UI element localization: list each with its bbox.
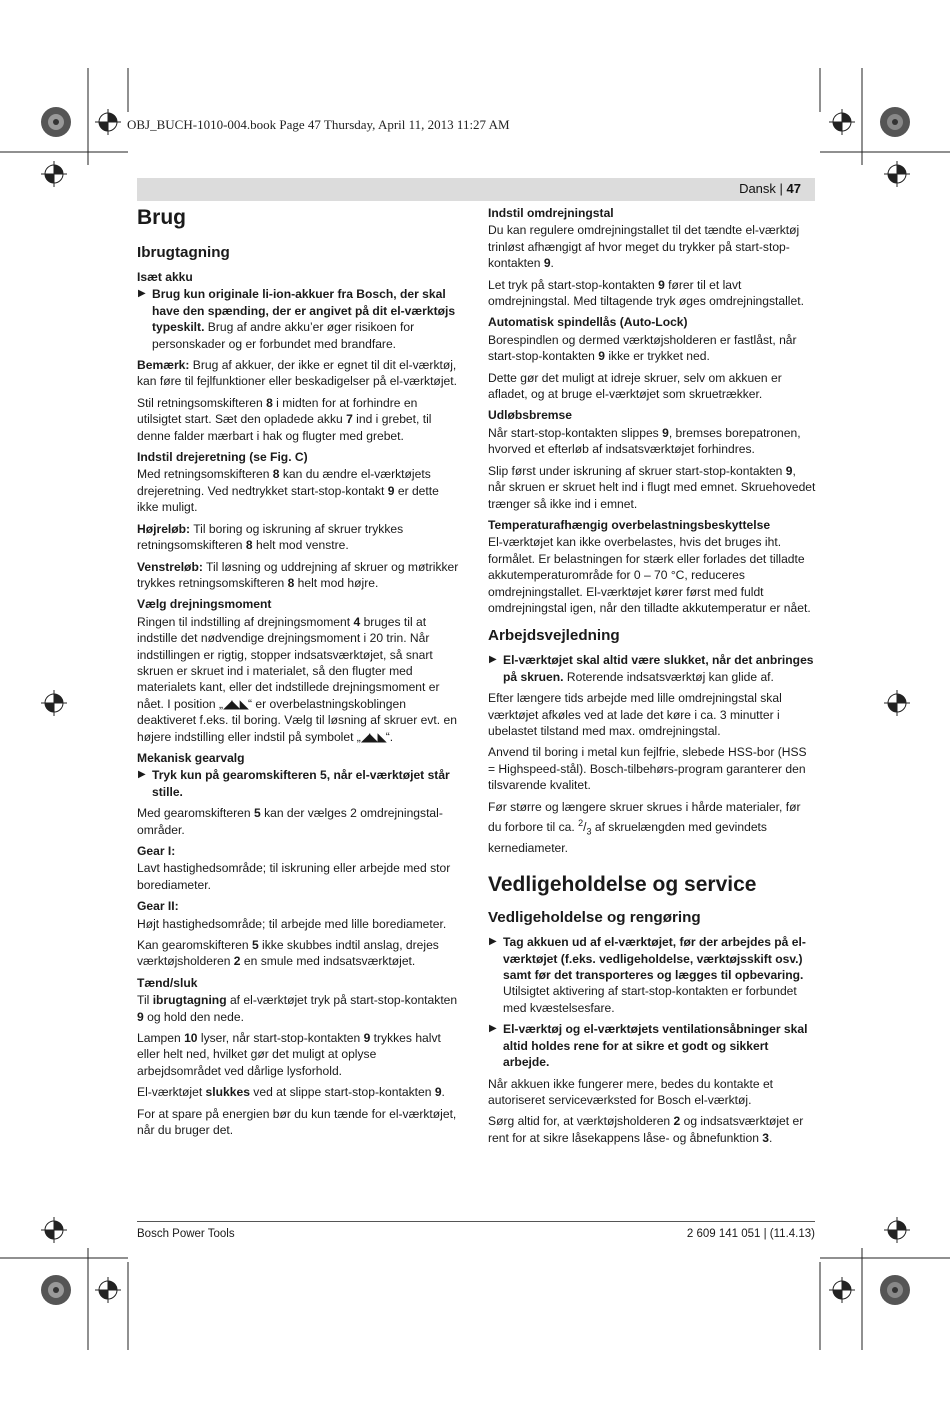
bullet-gearomskifter: ▶ Tryk kun på gearomskifteren 5, når el-værktøjet står stille. bbox=[138, 768, 450, 799]
footer-brand: Bosch Power Tools bbox=[137, 1228, 235, 1240]
paragraph-naar: Når akkuen ikke fungerer mere, bedes du kontakte et autoriseret serviceværksted for Bosch el-værktøj. bbox=[488, 1076, 774, 1107]
paragraph-spare: For at spare på energien bør du kun tænde for el-værktøjet, når du bruger det. bbox=[137, 1106, 457, 1138]
heading-temperatur: Temperaturafhængig overbelastningsbeskyttelse bbox=[488, 517, 771, 532]
heading-drejeretning: Indstil drejeretning (se Fig. C) bbox=[137, 450, 308, 465]
section-title-vedligeholdelse: Vedligeholdelse og service bbox=[488, 873, 757, 897]
print-slug-line: OBJ_BUCH-1010-004.book Page 47 Thursday, April 11, 2013 11:27 AM bbox=[127, 117, 510, 132]
heading-gear-1: Gear I: bbox=[137, 844, 176, 858]
heading-isaet-akku: Isæt akku bbox=[137, 270, 193, 284]
paragraph-omdrejningstal: Du kan regulere omdrejningstallet til det tændte el-værktøj trinløst afhængigt af hvor meget du trykker på start-stop-kontakten 9. bbox=[488, 223, 800, 271]
paragraph-udloebsbremse: Når start-stop-kontakten slippes 9, bremses borepatronen, hvorved et efterløb af indsatsværktøjet forhindres. bbox=[488, 425, 801, 457]
paragraph-gear-2: Højt hastighedsområde; til arbejde med lille borediameter. bbox=[137, 916, 447, 931]
right-column bbox=[488, 205, 816, 1151]
paragraph-lampen: Lampen 10 lyser, når start-stop-kontakten 9 trykkes halvt eller helt ned, hvilket gør det muligt at oplyse arbejdsområdet ved dårlige lysforhold. bbox=[137, 1031, 441, 1078]
paragraph-anvend: Anvend til boring i metal kun fejlfrie, slebede HSS-bor (HSS = Highspeed-stål). Bosch-tilbehørs-program garanterer den tilsvarende kvalitet. bbox=[488, 745, 807, 793]
paragraph-dette: Dette gør det muligt at idreje skruer, selv om akkuen er afladet, og at bruge el-værktøjet som skruetrækker. bbox=[488, 370, 782, 402]
paragraph-gearomskifter: Med gearomskifteren 5 kan der vælges 2 omdrejningstal-områder. bbox=[137, 806, 443, 837]
header-language: Dansk bbox=[739, 181, 776, 196]
section-title-brug: Brug bbox=[137, 206, 186, 229]
heading-auto-lock: Automatisk spindellås (Auto-Lock) bbox=[488, 315, 688, 330]
heading-ibrugtagning: Ibrugtagning bbox=[137, 244, 230, 261]
footer-doc-number: 2 609 141 051 | (11.4.13) bbox=[686, 1228, 815, 1240]
bullet-arrow-icon: ▶ bbox=[138, 288, 146, 300]
header-bar bbox=[137, 178, 815, 201]
page-number: 47 bbox=[786, 181, 801, 196]
paragraph-hoejreloeb: Højreløb: Til boring og iskruning af skruer trykkes retningsomskifteren 8 helt mod venstre. bbox=[137, 521, 404, 553]
paragraph-sorg: Sørg altid for, at værktøjsholderen 2 og indsatsværktøjet er rent for at sikre låsekappens låse- og åbnefunktion 3. bbox=[488, 1114, 804, 1145]
bullet-bold: Brug kun originale li-ion-akkuer fra Bosch, der skal have den spænding, der er angivet på dit el-værktøjs typeskilt. bbox=[152, 287, 456, 335]
heading-drejningsmoment: Vælg drejningsmoment bbox=[137, 597, 272, 612]
bullet-tag-akkuen: ▶ Tag akkuen ud af el-værktøjet, før der arbejdes på el-værktøjet (f.eks. vedligeholdelse, værktøjsskift osv.) samt før det transporteres og lægges til opbevaring. Utilsigtet aktivering af start-stop-kontakten er forbundet med kvæstelsesfare. bbox=[489, 935, 806, 1015]
page-header-label bbox=[739, 181, 801, 196]
paragraph-efter: Efter længere tids arbejde med lille omdrejningstal skal værktøjet afkøles ved at lade det køre i ca. 3 minutter i ubelastet tilstand med max. omdrejningstal. bbox=[488, 691, 782, 738]
paragraph-taend: Til ibrugtagning af el-værktøjet tryk på start-stop-kontakten 9 og hold den nede. bbox=[137, 993, 458, 1024]
paragraph-let-tryk: Let tryk på start-stop-kontakten 9 fører til et lavt omdrejningstal. Med tiltagende tryk øges omdrejningstallet. bbox=[488, 277, 804, 309]
label-bemaerk: Bemærk: bbox=[137, 358, 190, 373]
paragraph-kan: Kan gearomskifteren 5 ikke skubbes indtil anslag, drejes værktøjsholderen 2 en smule med indsatsværktøjet. bbox=[137, 938, 439, 969]
heading-rengoering: Vedligeholdelse og rengøring bbox=[488, 909, 701, 927]
paragraph-slukkes: El-værktøjet slukkes ved at slippe start-stop-kontakten 9. bbox=[137, 1085, 445, 1100]
paragraph-temperatur: El-værktøjet kan ikke overbelastes, hvis det bruges iht. formålet. Er belastningen for stærk eller forlades det tilladte akkutemperaturområde for 0 – 70 °C, reduceres omdrejningstallet. El-værktøjet kører først med fuldt omdrejningstal igen, når den tilladte akkutemperatur er nået. bbox=[488, 535, 811, 615]
drill-symbol-icon: ◢◣◣ bbox=[223, 696, 248, 711]
paragraph-venstreloeb: Venstreløb: Til løsning og uddrejning af skruer og møtrikker trykkes retningsomskifteren 8 helt mod højre. bbox=[137, 559, 459, 590]
left-column bbox=[137, 205, 463, 1144]
paragraph-bemaerk bbox=[137, 357, 463, 390]
paragraph-auto-lock: Borespindlen og dermed værktøjsholderen er fastlåst, når start-stop-kontakten 9 ikke er trykket ned. bbox=[488, 332, 797, 364]
heading-taend-sluk: Tænd/sluk bbox=[137, 975, 198, 990]
paragraph-gear-1: Lavt hastighedsområde; til iskruning eller arbejde med stor borediameter. bbox=[137, 861, 451, 892]
paragraph-drejeretning: Med retningsomskifteren 8 kan du ændre el-værktøjets drejeretning. Ved nedtrykket start-stop-kontakt 9 er dette ikke muligt. bbox=[137, 467, 439, 515]
footer-rule bbox=[137, 1221, 815, 1222]
bullet-original-akku bbox=[137, 286, 463, 352]
bullet-slukket: ▶ El-værktøjet skal altid være slukket, når det anbringes på skruen. Roterende indsatsværktøj kan glide af. bbox=[489, 653, 814, 684]
bullet-arrow-icon: ▶ bbox=[138, 769, 146, 781]
bullet-arrow-icon: ▶ bbox=[489, 654, 497, 666]
text: Brug af akkuer, der ikke er egnet til dit el-værktøj, kan føre til fejlfunktioner eller beskadigelser på el-værktøjet. bbox=[137, 358, 457, 389]
bullet-arrow-icon: ▶ bbox=[489, 1023, 497, 1035]
paragraph-slip: Slip først under iskruning af skruer start-stop-kontakten 9, når skruen er skruet helt ind i flugt med emnet. Skruehovedet trænger så ikke ind i emnet. bbox=[488, 463, 816, 511]
heading-gear-2: Gear II: bbox=[137, 899, 179, 914]
heading-gearvalg: Mekanisk gearvalg bbox=[137, 750, 245, 765]
heading-omdrejningstal: Indstil omdrejningstal bbox=[488, 206, 614, 220]
heading-udloebsbremse: Udløbsbremse bbox=[488, 408, 573, 423]
paragraph-foer: Før større og længere skruer skrues i hårde materialer, før du forbore til ca. $^2/_3$ af skruelængden med gevindets kernediameter. bbox=[488, 799, 801, 855]
bullet-text: Brug af andre akku’er øger risikoen for personskader og er forbundet med brandfare. bbox=[152, 320, 415, 351]
bullet-arrow-icon: ▶ bbox=[489, 936, 497, 948]
paragraph-drejningsmoment: Ringen til indstilling af drejningsmoment 4 bruges til at indstille det nødvendige drejningsmoment i 20 trin. Når indstillingen er rigtig, stopper indsatsværktøjet, så snart skruen er skruet ind i materialet, så den flugter med materialets kant, eller det indstillede drejningsmoment er nået. I position „◢◣◣“ er overbelastningskoblingen deaktiveret f.eks. til boring. Vælg til løsning af skruer evt. en højere indstilling eller indstil på symbolet „◢◣◣“. bbox=[137, 614, 457, 744]
drill-symbol-icon: ◢◣◣ bbox=[360, 729, 386, 744]
header-separator: | bbox=[775, 181, 787, 196]
paragraph-stil: Stil retningsomskifteren 8 i midten for at forhindre en utilsigtet start. Sæt den opladede akku 7 ind i grebet, til denne falder mærbart i hak og flugter med grebet. bbox=[137, 395, 432, 443]
heading-arbejdsvejledning: Arbejdsvejledning bbox=[488, 627, 620, 645]
bullet-ventilation: ▶ El-værktøj og el-værktøjets ventilationsåbninger skal altid holdes rene for at sikre et godt og sikkert arbejde. bbox=[489, 1022, 808, 1070]
